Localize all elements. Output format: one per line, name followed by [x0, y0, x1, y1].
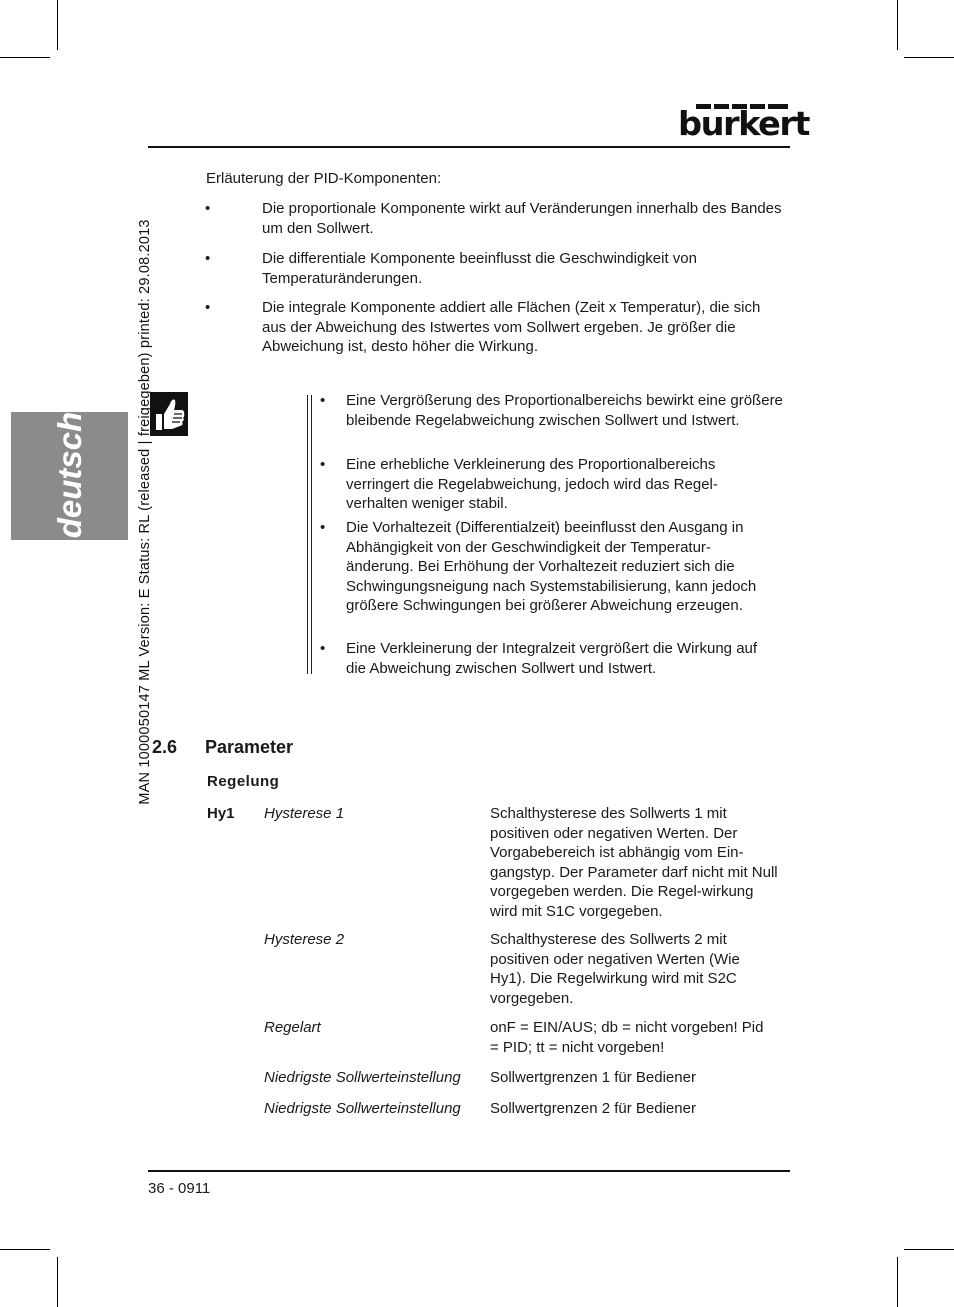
bullet-item: Die differentiale Komponente beeinflusst die Geschwindigkeit von Temperaturänderungen.	[262, 250, 697, 287]
crop-mark	[57, 1257, 58, 1307]
footer-rule	[148, 1170, 790, 1172]
crop-mark	[0, 1249, 50, 1250]
crop-mark	[0, 57, 50, 58]
note-bullet-marker: •	[320, 640, 326, 657]
logo-wordmark: burkert	[678, 104, 809, 143]
parameter-description: Sollwertgrenzen 2 für Bediener	[490, 1100, 696, 1117]
parameter-name: Niedrigste Sollwerteinstellung	[264, 1069, 461, 1086]
note-bullet-marker: •	[320, 392, 326, 409]
bullet-marker: •	[205, 250, 211, 267]
bullet-marker: •	[205, 299, 211, 316]
note-item: Die Vorhaltezeit (Differentialzeit) beeinflusst den Ausgang in Abhängigkeit von der Geschwindigkeit der Temperatur-änderung. Bei Erhöhung der Vorhaltezeit reduziert sich die Schwingungsneigung nach Systemstabilisierung, kann jedoch größere Schwingungen bei größerer Abweichung erzeugen.	[346, 519, 757, 614]
intro-text: Erläuterung der PID-Komponenten:	[206, 170, 442, 187]
page-number: 36 - 0911	[148, 1180, 211, 1197]
parameter-code: Hy1	[207, 805, 235, 822]
parameter-name: Hysterese 2	[264, 931, 345, 948]
note-bullet-marker: •	[320, 519, 326, 536]
parameter-description: Schalthysterese des Sollwerts 2 mit positiven oder negativen Werten (Wie Hy1). Die Regelwirkung wird mit S2C vorgegeben.	[490, 931, 740, 1007]
note-margin-bar	[307, 395, 313, 674]
section-title: Parameter	[205, 737, 294, 757]
section-number: 2.6	[152, 737, 178, 757]
parameter-description: onF = EIN/AUS; db = nicht vorgeben! Pid = PID; tt = nicht vorgeben!	[490, 1019, 764, 1056]
header-rule	[148, 146, 790, 148]
bullet-item: Die integrale Komponente addiert alle Flächen (Zeit x Temperatur), die sich aus der Abweichung des Istwertes vom Sollwert ergeben. Je größer die Abweichung ist, desto höher die Wirkung.	[262, 299, 761, 355]
thumbs-up-icon	[150, 392, 188, 436]
crop-mark	[897, 0, 898, 50]
parameter-name: Regelart	[264, 1019, 321, 1036]
note-item: Eine erhebliche Verkleinerung des Proportionalbereichs verringert die Regelabweichung, jedoch wird das Regel-verhalten weniger stabil.	[346, 456, 718, 512]
bullet-item: Die proportionale Komponente wirkt auf Veränderungen innerhalb des Bandes um den Sollwert.	[262, 200, 782, 237]
parameter-description: Sollwertgrenzen 1 für Bediener	[490, 1069, 696, 1086]
burkert-logo	[678, 104, 809, 143]
crop-mark	[904, 1249, 954, 1250]
parameter-name: Hysterese 1	[264, 805, 345, 822]
crop-mark	[57, 0, 58, 50]
parameter-description: Schalthysterese des Sollwerts 1 mit positiven oder negativen Werten. Der Vorgabebereich ist abhängig vom Ein-gangstyp. Der Parameter darf nicht mit Null vorgegeben werden. Die Regel-wirkung wird mit S1C vorgegeben.	[490, 805, 778, 920]
document-status-line: MAN 1000050147 ML Version: E Status: RL (released | freigegeben) printed: 29.08.2013	[137, 219, 153, 805]
parameter-name: Niedrigste Sollwerteinstellung	[264, 1100, 461, 1117]
language-tab-label: deutsch	[51, 411, 88, 539]
note-item: Eine Verkleinerung der Integralzeit vergrößert die Wirkung auf die Abweichung zwischen Sollwert und Istwert.	[346, 640, 758, 677]
crop-mark	[897, 1257, 898, 1307]
crop-mark	[904, 57, 954, 58]
section-subheading: Regelung	[207, 773, 280, 790]
bullet-marker: •	[205, 200, 211, 217]
note-item: Eine Vergrößerung des Proportionalbereichs bewirkt eine größere bleibende Regelabweichung zwischen Sollwert und Istwert.	[346, 392, 783, 429]
note-bullet-marker: •	[320, 456, 326, 473]
